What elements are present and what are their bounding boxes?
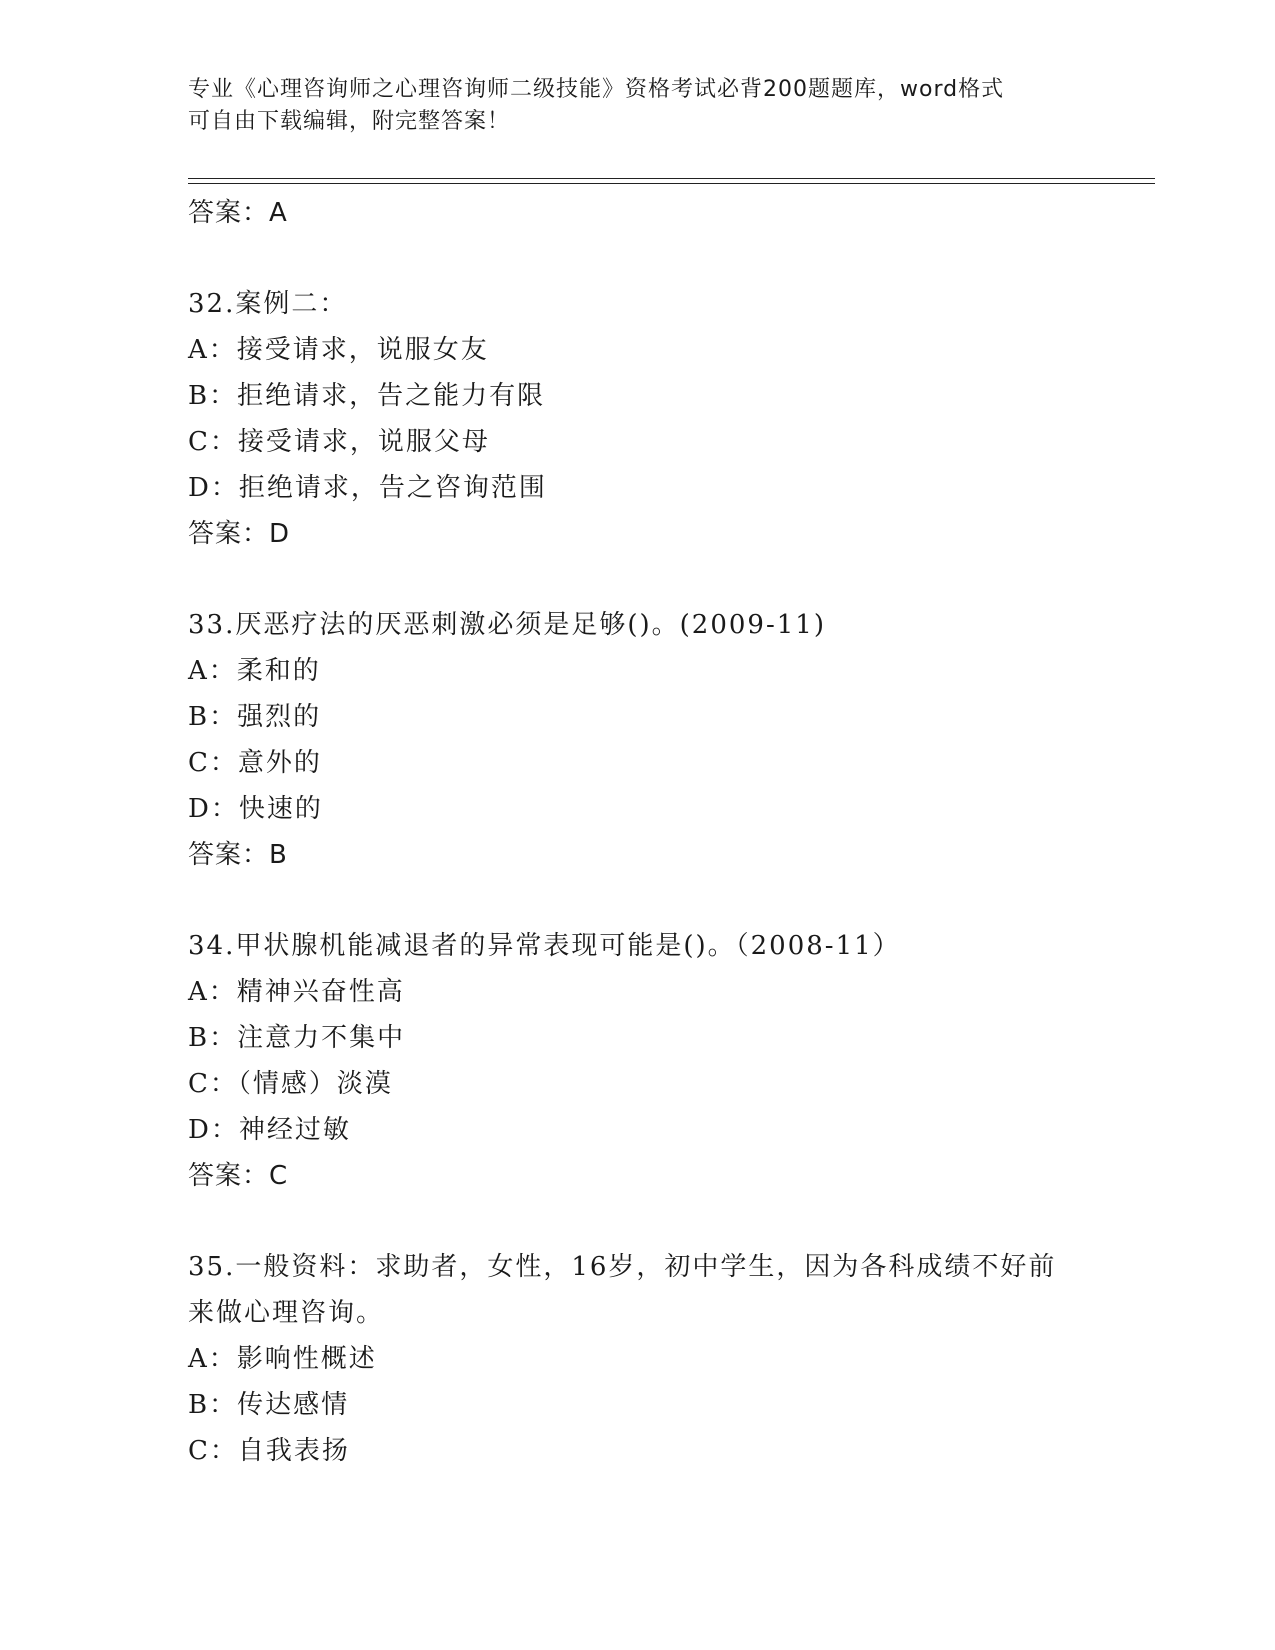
option-d: D：快速的	[188, 794, 323, 824]
document-body	[188, 190, 1088, 1474]
option-c: C：接受请求，说服父母	[188, 427, 490, 457]
header-rule-top	[188, 178, 1155, 179]
question-stem-line-2: 来做心理咨询。	[188, 1298, 385, 1328]
option-a: A：精神兴奋性高	[188, 977, 405, 1007]
option-b: B：拒绝请求，告之能力有限	[188, 381, 546, 411]
option-b: B：传达感情	[188, 1390, 350, 1420]
option-a: A：接受请求，说服女友	[188, 335, 489, 365]
option-b: B：强烈的	[188, 702, 322, 732]
answer: 答案：B	[188, 840, 288, 870]
question-32	[188, 281, 1088, 557]
option-c: C：意外的	[188, 748, 322, 778]
option-c: C：（情感）淡漠	[188, 1069, 393, 1099]
option-c: C：自我表扬	[188, 1436, 350, 1466]
option-d: D：神经过敏	[188, 1115, 351, 1145]
question-stem-line-1: 35.一般资料：求助者，女性，16岁，初中学生，因为各科成绩不好前	[188, 1252, 1057, 1282]
header-line-1: 专业《心理咨询师之心理咨询师二级技能》资格考试必背200题题库，word格式	[188, 77, 1005, 102]
answer: 答案：D	[188, 519, 291, 549]
question-34	[188, 923, 1088, 1199]
answer-previous: 答案：A	[188, 198, 288, 228]
question-stem: 34.甲状腺机能减退者的异常表现可能是()。（2008-11）	[188, 931, 901, 961]
question-33	[188, 602, 1088, 878]
option-b: B：注意力不集中	[188, 1023, 406, 1053]
answer: 答案：C	[188, 1161, 289, 1191]
option-a: A：柔和的	[188, 656, 321, 686]
option-d: D：拒绝请求，告之咨询范围	[188, 473, 547, 503]
question-35	[188, 1244, 1088, 1474]
document-header	[188, 74, 1088, 138]
header-rule-bottom	[188, 183, 1155, 184]
question-stem: 32.案例二：	[188, 289, 348, 319]
option-a: A：影响性概述	[188, 1344, 377, 1374]
header-line-2: 可自由下载编辑，附完整答案！	[188, 109, 511, 134]
question-stem: 33.厌恶疗法的厌恶刺激必须是足够()。(2009-11)	[188, 610, 826, 640]
